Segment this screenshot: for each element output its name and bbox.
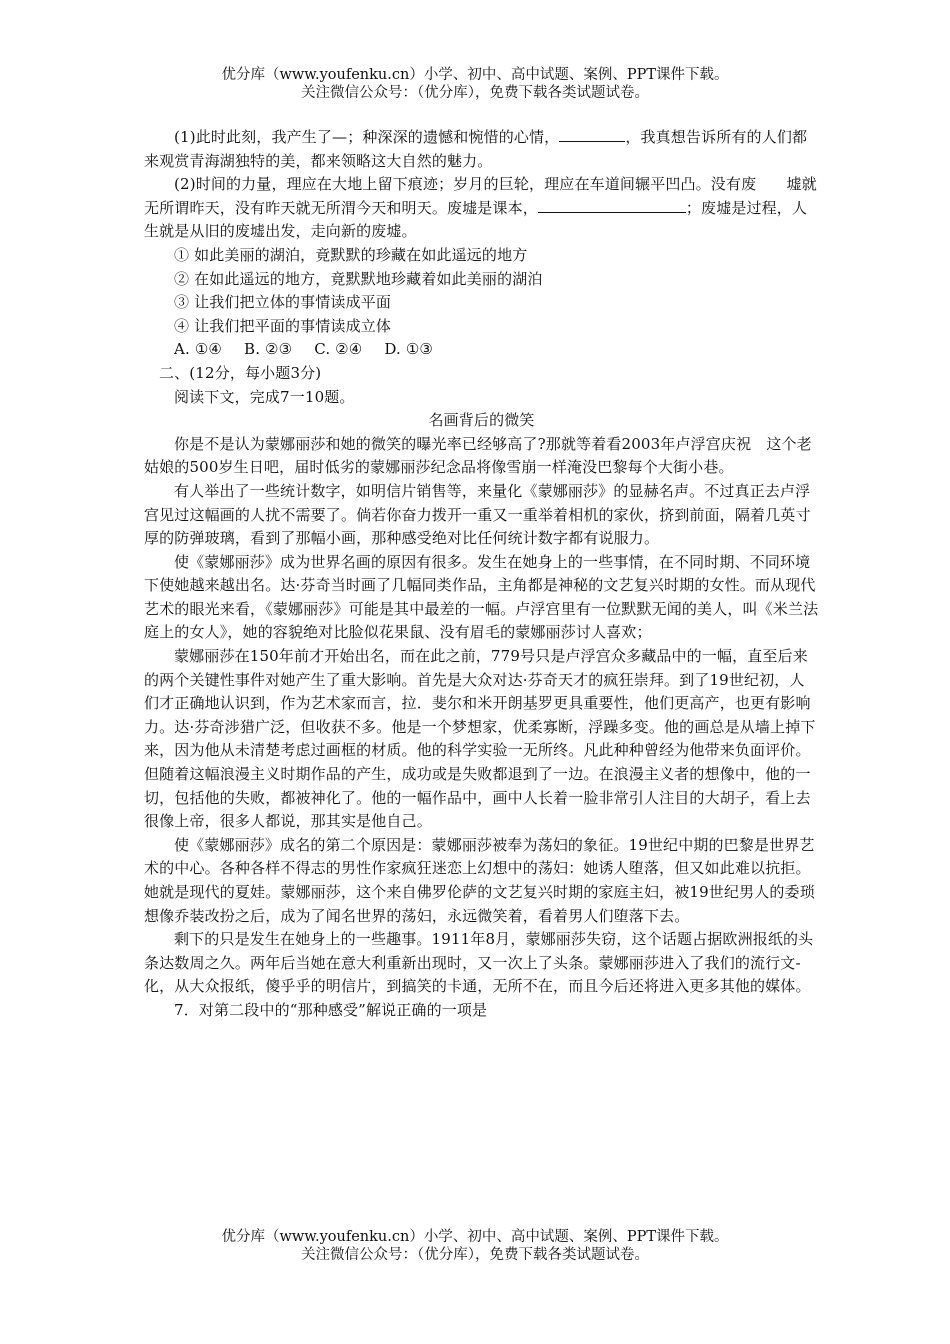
question-1	[144, 126, 819, 173]
article-paragraph-1: 你是不是认为蒙娜丽莎和她的微笑的曝光率已经够高了?那就等着看2003年卢浮宫庆祝 这个老姑娘的500岁生日吧，届时低劣的蒙娜丽莎纪念品将像雪崩一样淹没巴黎每个大街小巷。	[144, 434, 812, 477]
article-paragraph-3: 使《蒙娜丽莎》成为世界名画的原因有很多。发生在她身上的一些事情，在不同时期、不同环境下使她越来越出名。达·芬奇当时画了几幅同类作品，主角都是神秘的文艺复兴时期的女性。而从现代艺术的眼光来看，《蒙娜丽莎》可能是其中最差的一幅。卢浮宫里有一位默默无闻的美人，叫《米兰法庭上的女人》，她的容貌绝对比脸似花果鼠、没有眉毛的蒙娜丽莎讨人喜欢；	[144, 552, 819, 642]
article-title: 名画背后的微笑	[428, 411, 535, 430]
question-2-text-b: ；废墟是过程，人生就是从旧的废墟出发，走向新的废墟。	[144, 198, 808, 241]
answer-options	[144, 338, 819, 362]
article-paragraph-4: 蒙娜丽莎在150年前才开始出名，而在此之前，779号只是卢浮宫众多藏品中的一幅，直至后来的两个关键性事件对她产生了重大影响。首先是大众对达·芬奇天才的疯狂崇拜。到了19世纪初，人们才正确地认识到，作为艺术家而言，拉．斐尔和米开朗基罗更具重要性，他们更高产，也更有影响力。达·芬奇涉猎广泛，但收获不多。他是一个梦想家，优柔寡断，浮躁多变。他的画总是从墙上掉下来，因为他从未清楚考虑过画框的材质。他的科学实验一无所终。凡此种种曾经为他带来负面评价。但随着这幅浪漫主义时期作品的产生，成功或是失败都退到了一边。在浪漫主义者的想像中，他的一切，包括他的失败，都被神化了。他的一幅作品中，画中人长着一脸非常引人注目的大胡子，看上去很像上帝，很多人都说，那其实是他自己。	[144, 647, 816, 831]
question-1-text-b: ，我真想告诉所有的人们都来观赏青海湖独特的美，都来领略这大自然的魅力。	[144, 128, 808, 170]
header-line-2: 关注微信公众号：（优分库），免费下载各类试题试卷。	[301, 85, 649, 101]
choice-2: ② 在如此遥远的地方，竟默默地珍藏着如此美丽的湖泊	[174, 269, 543, 288]
answer-blank-2	[538, 198, 686, 213]
choice-3: ③ 让我们把立体的事情读成平面	[174, 293, 392, 312]
option-d: D. ①③	[384, 340, 434, 359]
answer-blank-1	[559, 127, 625, 142]
article-paragraph-5: 使《蒙娜丽莎》成名的第二个原因是：蒙娜丽莎被奉为荡妇的象征。19世纪中期的巴黎是世界艺术的中心。各种各样不得志的男性作家疯狂迷恋上幻想中的荡妇：她诱人堕落，但又如此难以抗拒。她就是现代的夏娃。蒙娜丽莎，这个来自佛罗伦萨的文艺复兴时期的家庭主妇，被19世纪男人的委琐想像乔装改扮之后，成为了闻名世界的荡妇，永远微笑着，看着男人们堕落下去。	[144, 835, 815, 925]
question-2	[144, 173, 819, 244]
article-paragraph-2: 有人举出了一些统计数字，如明信片销售等，来量化《蒙娜丽莎》的显赫名声。不过真正去卢浮宫见过这幅画的人扰不需要了。倘若你奋力拨开一重又一重举着相机的家伙，挤到前面，隔着几英寸厚的防弹玻璃，看到了那幅小画，那种感受绝对比任何统计数字都有说服力。	[144, 481, 811, 548]
document-body	[144, 126, 819, 1023]
question-2-text-a: (2)时间的力量，理应在大地上留下痕迹；岁月的巨轮，理应在车道间辗平凹凸。没有废 墟就无所谓昨天，没有昨天就无所渭今天和明天。废墟是课本，	[144, 175, 817, 217]
section-2-instruction: 阅读下文，完成7一10题。	[174, 387, 355, 406]
option-b: B. ②③	[244, 340, 293, 359]
page-header	[0, 66, 950, 102]
option-a: A. ①④	[174, 340, 223, 359]
header-line-1: 优分库（www.youfenku.cn）小学、初中、高中试题、案例、PPT课件下载。	[221, 67, 729, 83]
question-1-text-a: (1)此时此刻，我产生了—；种深深的遗憾和惋惜的心情，	[174, 128, 560, 146]
choice-4: ④ 让我们把平面的事情读成立体	[174, 316, 392, 335]
section-2-heading: 二、(12分，每小题3分)	[159, 363, 322, 382]
footer-line-1: 优分库（www.youfenku.cn）小学、初中、高中试题、案例、PPT课件下载。	[221, 1229, 729, 1245]
option-c: C. ②④	[314, 340, 363, 359]
footer-line-2: 关注微信公众号：（优分库），免费下载各类试题试卷。	[301, 1247, 649, 1263]
question-7: 7．对第二段中的“那种感受”解说正确的一项是	[174, 1000, 488, 1019]
page-footer	[0, 1228, 950, 1264]
article-paragraph-6: 剩下的只是发生在她身上的一些趣事。1911年8月，蒙娜丽莎失窃，这个话题占据欧洲报纸的头条达数周之久。两年后当她在意大利重新出现时，又一次上了头条。蒙娜丽莎进入了我们的流行文-化，从大众报纸，傻乎乎的明信片，到搞笑的卡通，无所不在，而且今后还将进入更多其他的媒体。	[144, 930, 814, 996]
choice-1: ① 如此美丽的湖泊，竟默默的珍藏在如此遥远的地方	[174, 245, 528, 264]
